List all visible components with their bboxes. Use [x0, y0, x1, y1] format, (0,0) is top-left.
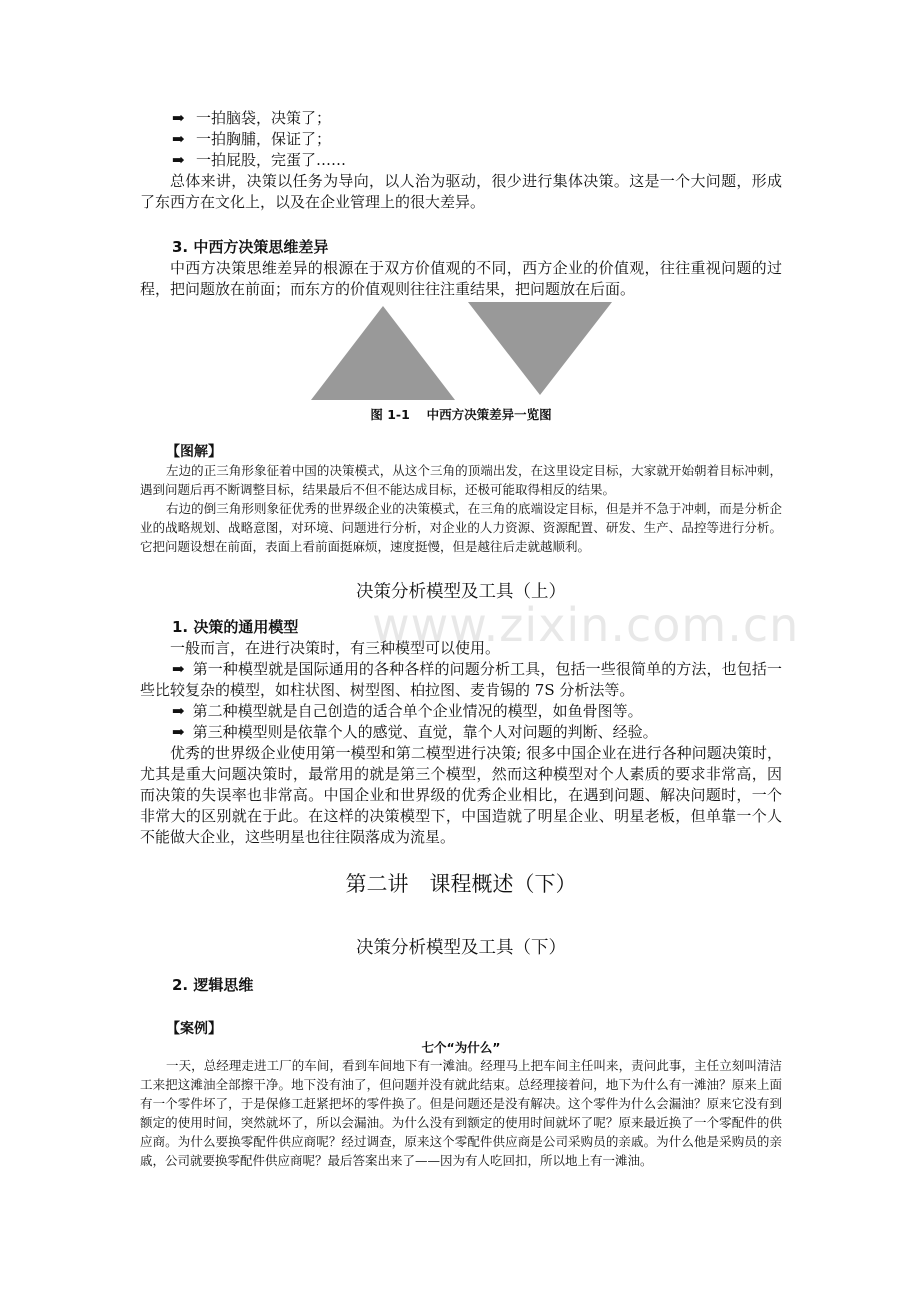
intro-bullet-text: 一拍屁股，完蛋了…… — [196, 151, 347, 169]
intro-bullet-text: 一拍脑袋，决策了； — [196, 109, 332, 127]
lecture-title: 第二讲 课程概述（下） — [345, 872, 577, 896]
case-tag: 【案例】 — [166, 1021, 222, 1037]
right-arrow-icon: ➡ — [172, 130, 185, 148]
watermark: www.zixin.com.cn — [372, 598, 800, 652]
intro-bullet — [140, 108, 782, 129]
model-bullet-1 — [140, 659, 782, 701]
case-paragraph: 一天，总经理走进工厂的车间，看到车间地下有一滩油。经理马上把车间主任叫来，责问此事，主任立刻叫清洁工来把这滩油全部擦干净。地下没有油了，但问题并没有就此结束。总经理接着问，地下为什么有一滩油？原来上面有一个零件坏了，于是保修工赶紧把坏的零件换了。但是问题还是没有解决。这个零件为什么会漏油？原来它没有到额定的使用时间，突然就坏了，所以会漏油。为什么没有到额定的使用时间就坏了呢？原来最近换了一个零配件的供应商。为什么要换零配件供应商呢？经过调查，原来这个零配件供应商是公司采购员的亲戚。为什么他是采购员的亲戚，公司就要换零配件供应商呢？最后答案出来了——因为有人吃回扣，所以地上有一滩油。 — [140, 1058, 782, 1168]
right-arrow-icon: ➡ — [172, 723, 185, 741]
section-title-upper: 决策分析模型及工具（上） — [356, 582, 566, 602]
inverted-triangle — [468, 302, 612, 395]
intro-bullet-text: 一拍胸脯，保证了； — [196, 130, 332, 148]
right-arrow-icon: ➡ — [172, 702, 185, 720]
case-title: 七个“为什么” — [421, 1040, 501, 1055]
model-bullet-text: 第一种模型就是国际通用的各种各样的问题分析工具，包括一些很简单的方法，也包括一些比较复杂的模型，如柱状图、树型图、柏拉图、麦肯锡的 7S 分析法等。 — [140, 660, 782, 699]
model-bullet-text: 第三种模型则是依靠个人的感觉、直觉，靠个人对问题的判断、经验。 — [192, 723, 658, 741]
document-page — [140, 108, 782, 1170]
triangle-diagram — [140, 302, 782, 402]
right-arrow-icon: ➡ — [172, 151, 185, 169]
intro-bullet — [140, 150, 782, 171]
right-arrow-icon: ➡ — [172, 109, 185, 127]
section3-paragraph: 中西方决策思维差异的根源在于双方价值观的不同，西方企业的价值观，往往重视问题的过程，把问题放在前面；而东方的价值观则往往注重结果，把问题放在后面。 — [140, 259, 782, 298]
upright-triangle — [311, 306, 455, 400]
figure-caption: 图 1-1 中西方决策差异一览图 — [370, 407, 552, 422]
right-arrow-icon: ➡ — [172, 660, 185, 678]
section-upper-heading: 1. 决策的通用模型 — [172, 618, 299, 636]
intro-bullet — [140, 129, 782, 150]
model-bullet-text: 第二种模型就是自己创造的适合单个企业情况的模型，如鱼骨图等。 — [192, 702, 643, 720]
section-upper-intro: 一般而言，在进行决策时，有三种模型可以使用。 — [170, 639, 501, 657]
triangle-figure — [140, 302, 782, 402]
section-title-lower: 决策分析模型及工具（下） — [356, 938, 566, 958]
intro-paragraph: 总体来讲，决策以任务为导向，以人治为驱动，很少进行集体决策。这是一个大问题，形成了东西方在文化上，以及在企业管理上的很大差异。 — [140, 172, 782, 211]
section3-heading: 3. 中西方决策思维差异 — [172, 238, 329, 256]
model-bullet-2 — [140, 701, 782, 722]
model-bullet-3 — [140, 722, 782, 743]
tujie-paragraph-1: 左边的正三角形象征着中国的决策模式，从这个三角的顶端出发，在这里设定目标，大家就开始朝着目标冲刺，遇到问题后再不断调整目标，结果最后不但不能达成目标，还极可能取得相反的结果。 — [140, 463, 782, 497]
tujie-paragraph-2: 右边的倒三角形则象征优秀的世界级企业的决策模式，在三角的底端设定目标，但是并不急于冲刺，而是分析企业的战略规划、战略意图，对环境、问题进行分析，对企业的人力资源、资源配置、研发、生产、品控等进行分析。它把问题设想在前面，表面上看前面挺麻烦，速度挺慢，但是越往后走就越顺利。 — [140, 501, 782, 554]
tujie-tag: 【图解】 — [166, 444, 222, 460]
section-lower-heading: 2. 逻辑思维 — [172, 976, 254, 994]
section-upper-paragraph: 优秀的世界级企业使用第一模型和第二模型进行决策; 很多中国企业在进行各种问题决策时，尤其是重大问题决策时，最常用的就是第三个模型，然而这种模型对个人素质的要求非常高，因而决策的失误率也非常高。中国企业和世界级的优秀企业相比，在遇到问题、解决问题时，一个非常大的区别就在于此。在这样的决策模型下，中国造就了明星企业、明星老板，但单靠一个人不能做大企业，这些明星也往往陨落成为流星。 — [140, 744, 782, 846]
